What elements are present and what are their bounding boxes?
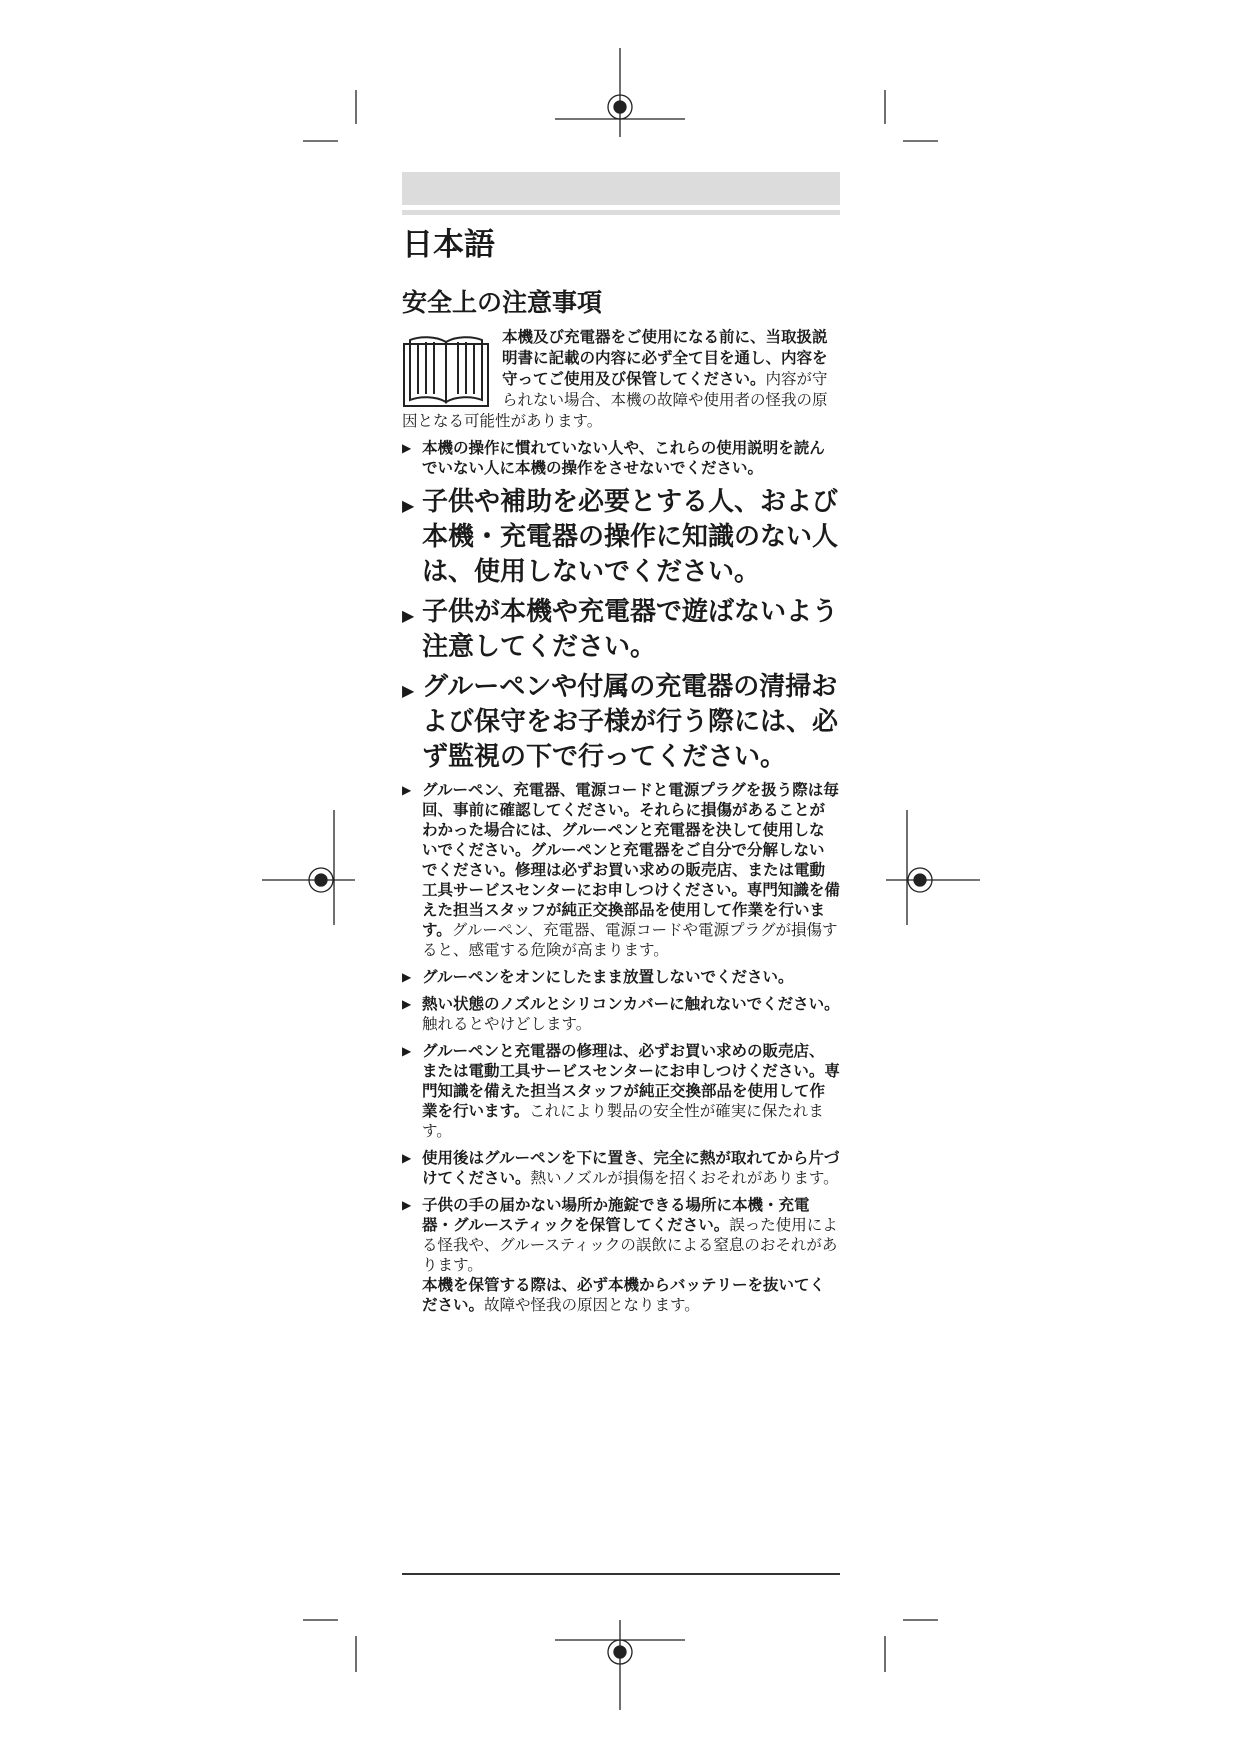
bottom-rule	[402, 1573, 840, 1575]
triangle-bullet-icon: ▶	[402, 1198, 412, 1212]
list-item	[402, 670, 840, 775]
list-item	[402, 780, 840, 960]
triangle-bullet-icon: ▶	[402, 681, 415, 700]
list-item	[402, 1195, 840, 1315]
triangle-bullet-icon: ▶	[402, 997, 412, 1011]
item-normal: グルーペン、充電器、電源コードや電源プラグが損傷すると、感電する危険が高まります。	[422, 921, 838, 959]
list-item	[402, 994, 840, 1034]
list-item	[402, 1148, 840, 1188]
item-normal: 誤った使用による怪我や、グルースティックの誤飲による窒息のおそれがあります。	[422, 1216, 838, 1274]
item-bold: グルーペンと充電器の修理は、必ずお買い求めの販売店、または電動工具サービスセンターにお申しつけください。専門知識を備えた担当スタッフが純正交換部品を使用して作業を行います。	[422, 1042, 840, 1120]
safety-list	[402, 438, 840, 1315]
storage-note	[422, 1275, 840, 1315]
storage-note-normal: 故障や怪我の原因となります。	[484, 1296, 700, 1314]
intro-paragraph	[402, 327, 840, 432]
item-bold: 子供が本機や充電器で遊ばないよう注意してください。	[422, 597, 839, 662]
item-bold: グルーペンをオンにしたまま放置しないでください。	[422, 968, 794, 986]
item-normal: 触れるとやけどします。	[422, 1015, 592, 1033]
language-heading: 日本語	[402, 227, 495, 263]
header-rule	[402, 210, 840, 215]
list-item	[402, 595, 840, 665]
header-bar	[402, 172, 840, 205]
item-bold: グルーペン、充電器、電源コードと電源プラグを扱う際は毎回、事前に確認してください。それらに損傷があることがわかった場合には、グルーペンと充電器を決して使用しないでください。グルーペンと充電器をご自分で分解しないでください。修理は必ずお買い求めの販売店、または電動工具サービスセンターにお申しつけください。専門知識を備えた担当スタッフが純正交換部品を使用して作業を行います。	[422, 781, 840, 939]
triangle-bullet-icon: ▶	[402, 970, 412, 984]
triangle-bullet-icon: ▶	[402, 783, 412, 797]
intro-normal: 内容が守られない場合、本機の故障や使用者の怪我の原因となる可能性があります。	[402, 370, 828, 430]
list-item	[402, 1041, 840, 1141]
storage-note-bold: 本機を保管する際は、必ず本機からバッテリーを抜いてください。	[422, 1276, 826, 1314]
triangle-bullet-icon: ▶	[402, 496, 415, 515]
item-bold: 本機の操作に慣れていない人や、これらの使用説明を読んでいない人に本機の操作をさせないでください。	[422, 439, 825, 477]
list-item	[402, 485, 840, 590]
intro-bold: 本機及び充電器をご使用になる前に、当取扱説明書に記載の内容に必ず全て目を通し、内容を守ってご使用及び保管してください。	[502, 328, 828, 388]
item-normal: 熱いノズルが損傷を招くおそれがあります。	[530, 1169, 839, 1187]
section-heading: 安全上の注意事項	[402, 288, 603, 317]
content-column	[402, 172, 840, 1322]
item-bold: 子供の手の届かない場所か施錠できる場所に本機・充電器・グルースティックを保管してください。	[422, 1196, 810, 1234]
item-bold: 使用後はグルーペンを下に置き、完全に熱が取れてから片づけてください。	[422, 1149, 840, 1187]
triangle-bullet-icon: ▶	[402, 1151, 412, 1165]
item-normal: これにより製品の安全性が確実に保たれます。	[422, 1102, 824, 1140]
item-bold: グルーペンや付属の充電器の清掃および保守をお子様が行う際には、必ず監視の下で行ってください。	[422, 672, 839, 772]
book-icon	[402, 330, 490, 410]
triangle-bullet-icon: ▶	[402, 1044, 412, 1058]
list-item	[402, 438, 840, 478]
list-item	[402, 967, 840, 987]
item-bold: 熱い状態のノズルとシリコンカバーに触れないでください。	[422, 995, 840, 1013]
item-bold: 子供や補助を必要とする人、および本機・充電器の操作に知識のない人は、使用しないでください。	[422, 487, 839, 587]
triangle-bullet-icon: ▶	[402, 441, 412, 455]
triangle-bullet-icon: ▶	[402, 606, 415, 625]
